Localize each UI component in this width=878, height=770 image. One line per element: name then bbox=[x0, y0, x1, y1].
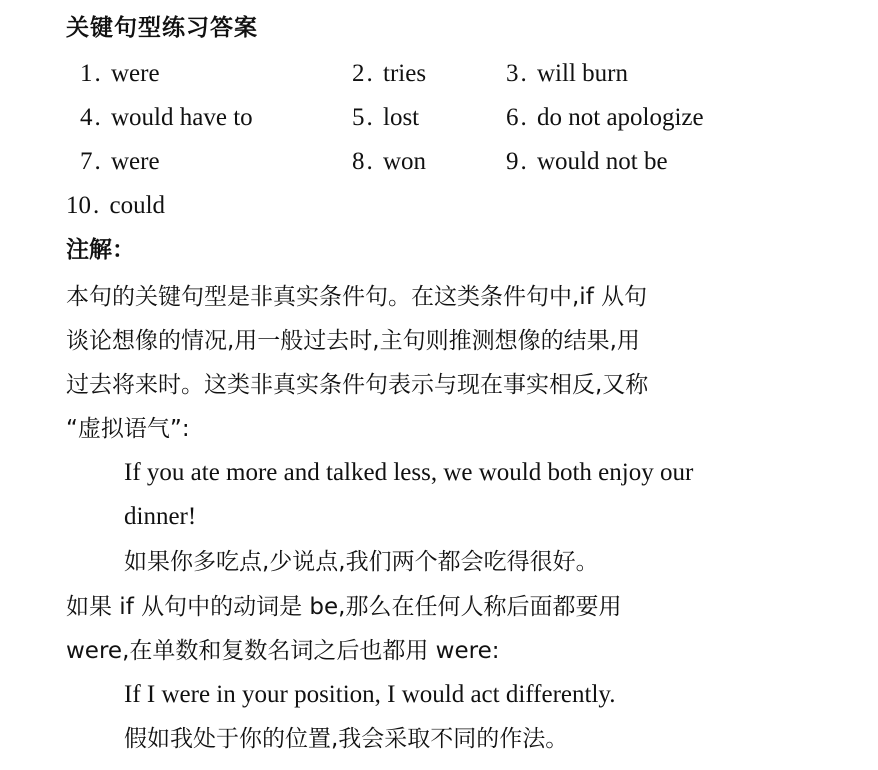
answer-item: 10. could bbox=[66, 188, 165, 224]
answer-grid bbox=[66, 56, 826, 236]
answer-text: would not be bbox=[537, 148, 668, 175]
example2-english: If I were in your position, I would act differently. bbox=[124, 681, 616, 708]
notes-heading: 注解： bbox=[66, 237, 135, 263]
paragraph1-line: 本句的关键句型是非真实条件句。在这类条件句中,if 从句 bbox=[66, 284, 648, 310]
answer-item: 1. were bbox=[80, 56, 160, 92]
answer-number: 10 bbox=[66, 192, 91, 219]
paragraph1-line: 谈论想像的情况,用一般过去时,主句则推测想像的结果,用 bbox=[66, 328, 640, 354]
answer-text: lost bbox=[383, 104, 420, 131]
answer-item: 5. lost bbox=[352, 100, 419, 136]
answer-text: will burn bbox=[537, 60, 628, 87]
answer-item: 8. won bbox=[352, 144, 426, 180]
answer-item: 9. would not be bbox=[506, 144, 668, 180]
answer-item: 2. tries bbox=[352, 56, 426, 92]
section-heading: 关键句型练习答案 bbox=[66, 15, 258, 41]
answer-number: 3 bbox=[506, 60, 519, 87]
example1-english-cont: dinner! bbox=[124, 503, 197, 530]
answer-text: won bbox=[383, 148, 427, 175]
answer-text: were bbox=[111, 148, 160, 175]
answer-item: 6. do not apologize bbox=[506, 100, 704, 136]
example1-english: If you ate more and talked less, we would both enjoy our bbox=[124, 459, 694, 486]
answer-number: 2 bbox=[352, 60, 365, 87]
answer-number: 8 bbox=[352, 148, 365, 175]
answer-item: 4. would have to bbox=[80, 100, 253, 136]
answer-item: 3. will burn bbox=[506, 56, 628, 92]
answer-number: 4 bbox=[80, 104, 93, 131]
example2-chinese: 假如我处于你的位置,我会采取不同的作法。 bbox=[124, 726, 569, 752]
answer-number: 6 bbox=[506, 104, 519, 131]
example1-chinese: 如果你多吃点,少说点,我们两个都会吃得很好。 bbox=[124, 549, 599, 575]
paragraph2-line: were,在单数和复数名词之后也都用 were: bbox=[66, 638, 500, 664]
answer-text: were bbox=[111, 60, 160, 87]
answer-text: tries bbox=[383, 60, 427, 87]
answer-item: 7. were bbox=[80, 144, 160, 180]
answer-number: 1 bbox=[80, 60, 93, 87]
answer-text: do not apologize bbox=[537, 104, 704, 131]
answer-number: 7 bbox=[80, 148, 93, 175]
answer-number: 9 bbox=[506, 148, 519, 175]
answer-text: could bbox=[109, 192, 166, 219]
paragraph1-line: “虚拟语气”: bbox=[66, 416, 190, 442]
paragraph2-line: 如果 if 从句中的动词是 be,那么在任何人称后面都要用 bbox=[66, 594, 622, 620]
answer-text: would have to bbox=[111, 104, 253, 131]
paragraph1-line: 过去将来时。这类非真实条件句表示与现在事实相反,又称 bbox=[66, 372, 649, 398]
answer-number: 5 bbox=[352, 104, 365, 131]
